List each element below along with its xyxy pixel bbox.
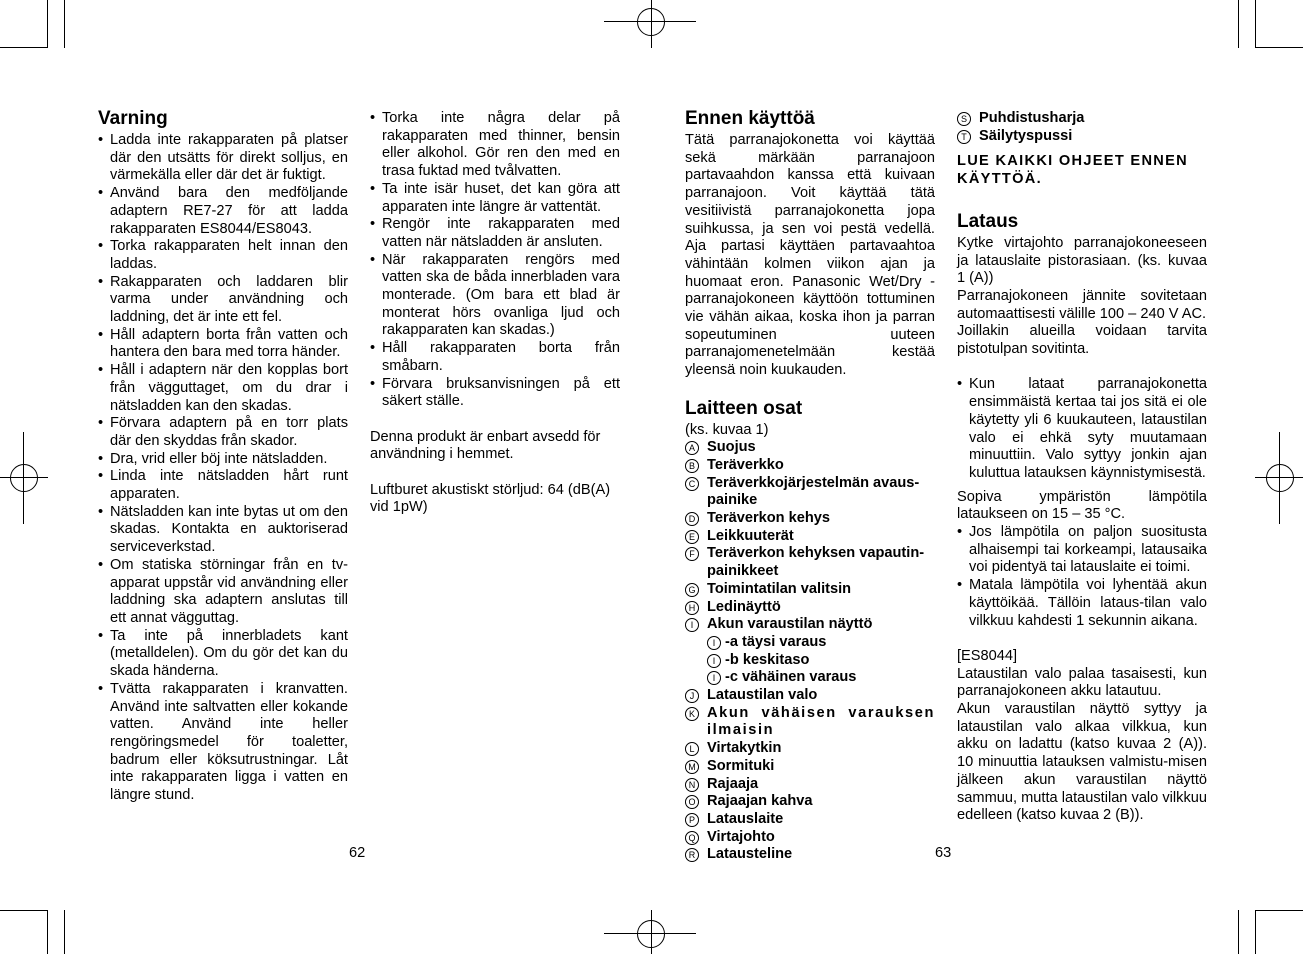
letter-badge: H xyxy=(685,601,699,615)
charging-paragraph: Kytke virtajohto parranajokoneeseen ja latauslaite pistorasiaan. (ks. kuvaa 1 (A)) xyxy=(957,234,1207,287)
list-item: • Håll rakapparaten borta från småbarn. xyxy=(370,340,620,375)
list-item: • Torka inte några delar på rakapparaten med thinner, bensin eller alkohol. Gör ren den med en trasa fuktad med tvålvatten. xyxy=(370,110,620,181)
temperature-list xyxy=(957,524,1207,630)
letter-badge: Q xyxy=(685,831,699,845)
crop-mark xyxy=(47,910,48,954)
parts-heading: Laitteen osat xyxy=(685,397,803,419)
letter-badge: L xyxy=(685,742,699,756)
warning-list-continued xyxy=(370,110,620,411)
crop-mark xyxy=(604,21,696,22)
registration-mark xyxy=(1266,464,1294,492)
list-item: • Ladda inte rakapparaten på platser där den utsätts för direkt solljus, en värmekälla eller där det är fuktigt. xyxy=(98,132,348,185)
letter-badge: S xyxy=(957,112,971,126)
letter-badge: R xyxy=(685,848,699,862)
part-item: A Suojus xyxy=(685,439,935,457)
list-item: • Ta inte på innerbladets kant (metalldelen). Om du gör det kan du skada händerna. xyxy=(98,628,348,681)
part-item: E Leikkuuterät xyxy=(685,528,935,546)
part-item: I Akun varaustilan näyttö xyxy=(685,616,935,634)
finnish-column-2 xyxy=(957,110,1207,825)
part-item: I -c vähäinen varaus xyxy=(685,669,935,687)
charging-list xyxy=(957,376,1207,482)
list-item: • Dra, vrid eller böj inte nätsladden. xyxy=(98,451,348,469)
part-item: I -b keskitaso xyxy=(685,652,935,670)
letter-badge: C xyxy=(685,477,699,491)
letter-badge: I xyxy=(685,618,699,632)
part-item: N Rajaaja xyxy=(685,776,935,794)
model-paragraph: Lataustilan valo palaa tasaisesti, kun parranajokoneen akku latautuu. xyxy=(957,665,1207,700)
part-item: M Sormituki xyxy=(685,758,935,776)
letter-badge: T xyxy=(957,130,971,144)
charging-heading: Lataus xyxy=(957,210,1019,232)
letter-badge: M xyxy=(685,760,699,774)
before-use-heading: Ennen käyttöä xyxy=(685,108,815,129)
crop-mark xyxy=(0,47,48,48)
crop-mark xyxy=(64,0,65,48)
part-item: D Teräverkon kehys xyxy=(685,510,935,528)
warning-list xyxy=(98,132,348,805)
read-all-notice: LUE KAIKKI OHJEET ENNEN KÄYTTÖÄ. xyxy=(957,153,1188,188)
crop-mark xyxy=(1279,432,1280,524)
letter-badge: I xyxy=(707,671,721,685)
crop-mark xyxy=(1255,910,1303,911)
warning-column-2 xyxy=(370,110,620,517)
warning-heading: Varning xyxy=(98,108,168,129)
list-item: • Förvara bruksanvisningen på ett säkert ställe. xyxy=(370,376,620,411)
crop-mark xyxy=(651,0,652,48)
crop-mark xyxy=(47,0,48,48)
crop-mark xyxy=(1255,47,1303,48)
crop-mark xyxy=(1238,910,1239,954)
letter-badge: A xyxy=(685,441,699,455)
part-item: G Toimintatilan valitsin xyxy=(685,581,935,599)
letter-badge: P xyxy=(685,813,699,827)
crop-mark xyxy=(23,432,24,524)
letter-badge: I xyxy=(707,636,721,650)
list-item: • Använd bara den medföljande adaptern RE7-27 för att ladda rakapparaten ES8044/ES8043. xyxy=(98,185,348,238)
part-item: H Ledinäyttö xyxy=(685,599,935,617)
letter-badge: G xyxy=(685,583,699,597)
noise-level-note: Luftburet akustiskt störljud: 64 (dB(A) vid 1pW) xyxy=(370,481,611,516)
letter-badge: K xyxy=(685,707,699,721)
warning-column-1 xyxy=(98,108,348,805)
parts-list xyxy=(685,439,935,864)
parts-reference: (ks. kuvaa 1) xyxy=(685,421,769,438)
crop-mark xyxy=(1255,0,1256,48)
letter-badge: D xyxy=(685,512,699,526)
charging-paragraph: Parranajokoneen jännite sovitetaan automaattisesti välille 100 – 240 V AC. xyxy=(957,287,1207,322)
list-item: • Ta inte isär huset, det kan göra att apparaten inte längre är vattentät. xyxy=(370,181,620,216)
letter-badge: E xyxy=(685,530,699,544)
part-item: S Puhdistusharja xyxy=(957,110,1207,128)
crop-mark xyxy=(1238,0,1239,48)
list-item: • Matala lämpötila voi lyhentää akun käyttöikää. Tällöin lataus-tilan valo vilkkuu kahdesti 1 sekunnin aikana. xyxy=(957,577,1207,630)
list-item: • Håll i adaptern när den kopplas bort från vägguttaget, om du drar i nätsladden kan den skadas. xyxy=(98,362,348,415)
list-item: • När rakapparaten rengörs med vatten ska de båda innerbladen vara monterade. (Om bara ett blad är monterat hörs ovanliga ljud och rakapparaten kan skadas.) xyxy=(370,252,620,341)
intro-paragraph: Tätä parranajokonetta voi käyttää sekä märkään parranajoon partavaahdon kanssa että kuivaan parranajoon. Voit käyttää tätä vesitiivistä parranajokonetta jopa suihkussa, ja sen voi pestä vedellä. Aja partasi käyttäen partavaahtoa vähintään kolmen viikon ajan ja huomaat eron. Panasonic Wet/Dry -parranajokoneen käyttöön tottuminen vie vähän aikaa, koska ihon ja parran sopeutuminen uuteen parranajomenetelmään kestää yleensä noin kuukauden. xyxy=(685,132,935,379)
page-number-left: 62 xyxy=(349,845,366,861)
list-item: • Rengör inte rakapparaten med vatten när nätsladden är ansluten. xyxy=(370,216,620,251)
list-item: • Nätsladden kan inte bytas ut om den skadas. Kontakta en auktoriserad serviceverkstad. xyxy=(98,504,348,557)
crop-mark xyxy=(604,933,696,934)
list-item: • Linda inte nätsladden hårt runt apparaten. xyxy=(98,468,348,503)
parts-list-continued xyxy=(957,110,1207,145)
letter-badge: O xyxy=(685,795,699,809)
page-number-right: 63 xyxy=(935,845,952,861)
registration-mark xyxy=(10,464,38,492)
list-item: • Kun lataat parranajokonetta ensimmäistä kertaa tai jos sitä ei ole käytetty yli 6 kuukauteen, lataustilan valo ei ehkä syty muutamaan minuuttiin. Valo syttyy jonkin ajan kuluttua latauksen käynnistymisestä. xyxy=(957,376,1207,482)
part-item: O Rajaajan kahva xyxy=(685,793,935,811)
temperature-paragraph: Sopiva ympäristön lämpötila lataukseen on 15 – 35 °C. xyxy=(957,488,1207,523)
list-item: • Tvätta rakapparaten i kranvatten. Använd inte saltvatten eller kokande vatten. Använd inte heller rengöringsmedel för toaletter, badrum eller köksutrustningar. Låt inte rakapparaten ligga i vatten en längre stund. xyxy=(98,681,348,805)
household-use-note: Denna produkt är enbart avsedd för användning i hemmet. xyxy=(370,428,601,463)
list-item: • Rakapparaten och laddaren blir varma under användning och laddning, det är inte ett fel. xyxy=(98,274,348,327)
part-item: R Latausteline xyxy=(685,846,935,864)
list-item: • Torka rakapparaten helt innan den laddas. xyxy=(98,238,348,273)
list-item: • Håll adaptern borta från vatten och hantera den bara med torra händer. xyxy=(98,327,348,362)
part-item: L Virtakytkin xyxy=(685,740,935,758)
part-item: J Lataustilan valo xyxy=(685,687,935,705)
model-paragraph: Akun varaustilan näyttö syttyy ja lataustilan valo alkaa vilkkua, kun akku on ladattu (katso kuvaa 2 (A)). 10 minuuttia latauksen valmistu-misen jälkeen akun varaustilan näyttö sammuu, mutta lataustilan valo vilkkuu edelleen (katso kuvaa 2 (B)). xyxy=(957,701,1207,824)
list-item: • Jos lämpötila on paljon suositusta alhaisempi tai korkeampi, latausaika voi pidentyä tai latauslaite ei toimi. xyxy=(957,524,1207,577)
letter-badge: J xyxy=(685,689,699,703)
part-item: K Akun vähäisen varauksen ilmaisin xyxy=(685,705,935,740)
charging-paragraph: Joillakin alueilla voidaan tarvita pistotulpan sovitinta. xyxy=(957,323,1207,358)
crop-mark xyxy=(651,910,652,954)
letter-badge: B xyxy=(685,459,699,473)
part-item: C Teräverkkojärjestelmän avaus-painike xyxy=(685,475,935,510)
crop-mark xyxy=(0,910,48,911)
model-tag: [ES8044] xyxy=(957,647,1018,664)
letter-badge: I xyxy=(707,654,721,668)
part-item: F Teräverkon kehyksen vapautin-painikkeet xyxy=(685,545,935,580)
part-item: Q Virtajohto xyxy=(685,829,935,847)
crop-mark xyxy=(1255,910,1256,954)
crop-mark xyxy=(0,477,48,478)
list-item: • Förvara adaptern på en torr plats där den skyddas från skador. xyxy=(98,415,348,450)
part-item: T Säilytyspussi xyxy=(957,128,1207,146)
letter-badge: N xyxy=(685,778,699,792)
finnish-column-1 xyxy=(685,108,935,864)
letter-badge: F xyxy=(685,547,699,561)
list-item: • Om statiska störningar från en tv-apparat uppstår vid användning eller laddning ska adaptern anslutas till ett annat vägguttag. xyxy=(98,557,348,628)
crop-mark xyxy=(64,910,65,954)
part-item: P Latauslaite xyxy=(685,811,935,829)
part-item: B Teräverkko xyxy=(685,457,935,475)
part-item: I -a täysi varaus xyxy=(685,634,935,652)
